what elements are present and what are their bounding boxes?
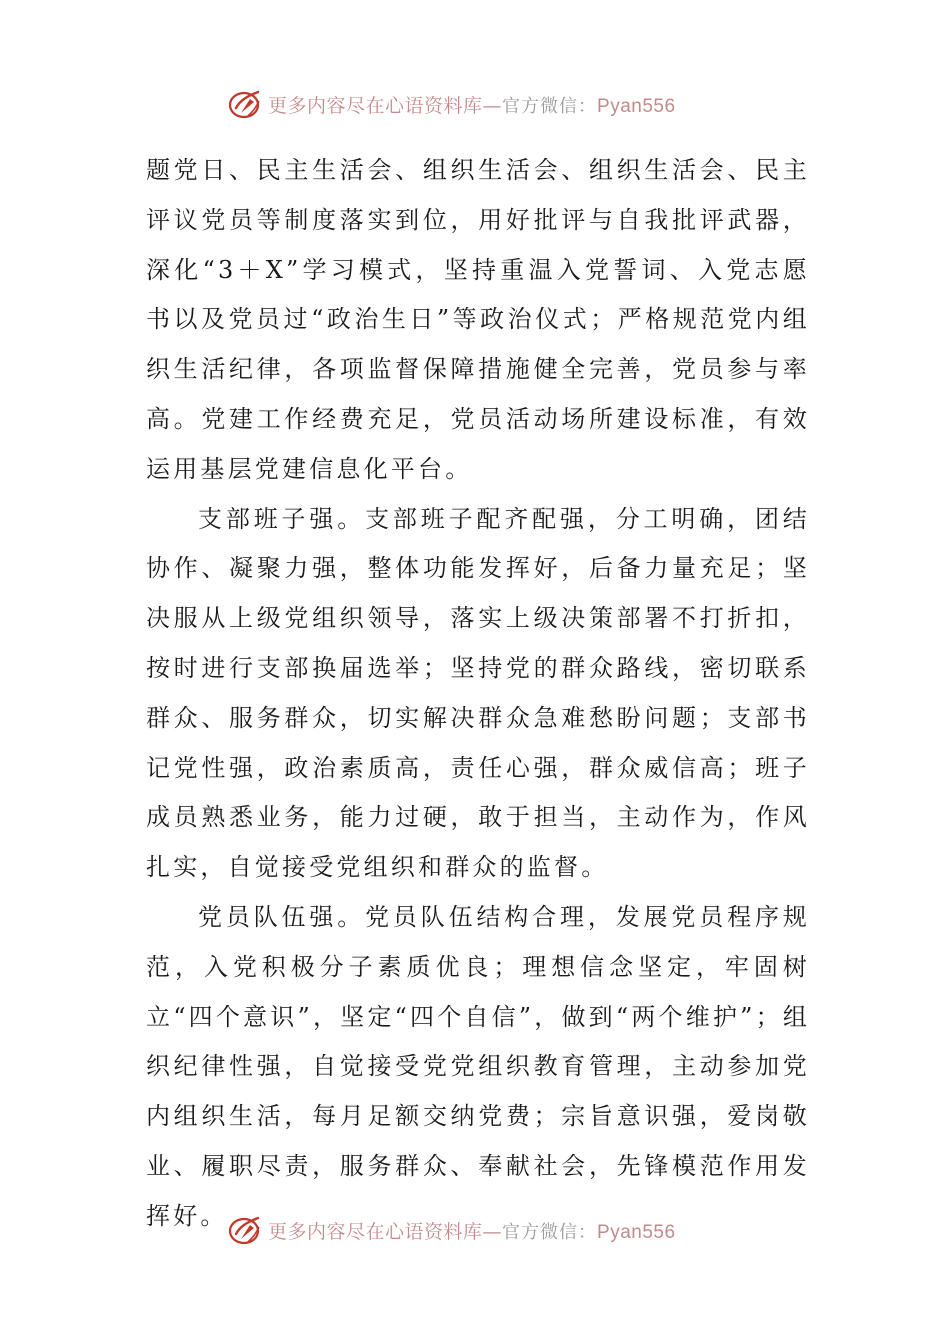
banner-wechat-handle: Pyan556: [597, 95, 676, 117]
banner-site-text: 更多内容尽在心语资料库: [268, 1220, 483, 1243]
footer-banner: [228, 1210, 748, 1250]
banner-wechat-handle: Pyan556: [597, 1221, 676, 1243]
paragraph-2: 支部班子强。支部班子配齐配强，分工明确，团结协作、凝聚力强，整体功能发挥好，后备力量充足；坚决服从上级党组织领导，落实上级决策部署不打折扣，按时进行支部换届选举；坚持党的群众路线，密切联系群众、服务群众，切实解决群众急难愁盼问题；支部书记党性强，政治素质高，责任心强，群众威信高；班子成员熟悉业务，能力过硬，敢于担当，主动作为，作风扎实，自觉接受党组织和群众的监督。: [146, 504, 810, 882]
banner-separator: —: [482, 94, 503, 117]
document-body: [146, 146, 810, 1242]
paragraph-3: 党员队伍强。党员队伍结构合理，发展党员程序规范，入党积极分子素质优良；理想信念坚定，牢固树立“四个意识”，坚定“四个自信”，做到“两个维护”；组织纪律性强，自觉接受党党组织教育管理，主动参加党内组织生活，每月足额交纳党费；宗旨意识强，爱岗敬业、履职尽责，服务群众、奉献社会，先锋模范作用发挥好。: [146, 902, 811, 1230]
banner-separator: —: [482, 1220, 503, 1243]
banner-official-label: 官方微信：: [502, 1221, 598, 1243]
header-banner: [228, 84, 748, 124]
banner-official-label: 官方微信：: [502, 95, 598, 117]
paragraph-1: 题党日、民主生活会、组织生活会、组织生活会、民主评议党员等制度落实到位，用好批评与自我批评武器，深化“3＋X”学习模式，坚持重温入党誓词、入党志愿书以及党员过“政治生日”等政治仪式；严格规范党内组织生活纪律，各项监督保障措施健全完善，党员参与率高。党建工作经费充足，党员活动场所建设标准，有效运用基层党建信息化平台。: [146, 156, 810, 483]
pen-nib-logo-icon: [228, 1212, 264, 1248]
banner-site-text: 更多内容尽在心语资料库: [268, 94, 483, 117]
pen-nib-logo-icon: [228, 86, 264, 122]
